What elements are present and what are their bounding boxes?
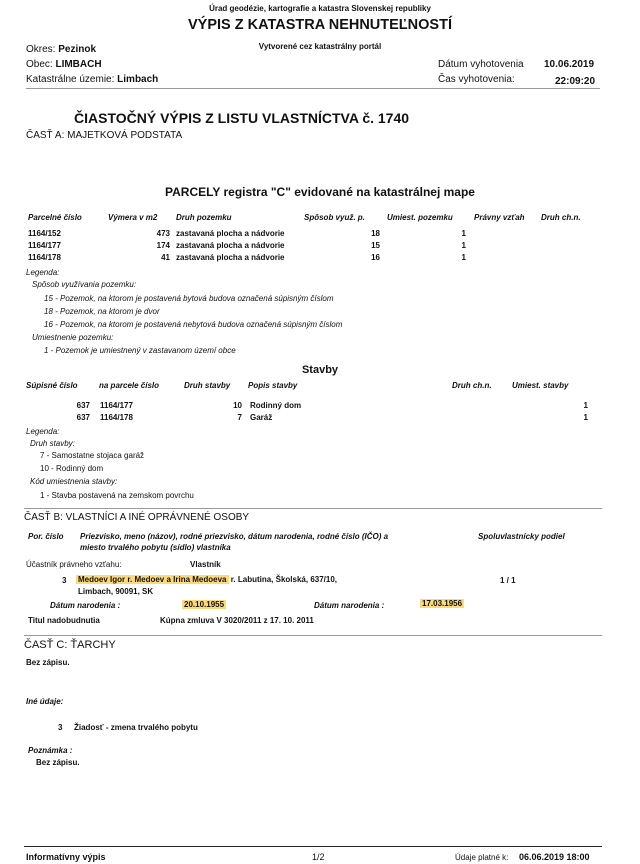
col-land-type: Druh pozemku xyxy=(176,213,232,222)
parcel-2-loc: 1 xyxy=(461,241,466,250)
footer-page: 1/2 xyxy=(312,852,325,862)
col-ch-n: Druh ch.n. xyxy=(541,213,581,222)
building-2-number: 637 xyxy=(76,413,90,422)
col-parcel-number: Parcelné číslo xyxy=(28,213,82,222)
col-legal: Právny vzťah xyxy=(474,213,525,222)
col-on-parcel: na parcele číslo xyxy=(99,381,160,390)
parcel-2-number: 1164/177 xyxy=(28,241,61,250)
office-name: Úrad geodézie, kartografie a katastra Slovenskej republiky xyxy=(209,4,431,13)
parcel-1-loc: 1 xyxy=(461,229,466,238)
footer-divider xyxy=(24,846,602,847)
legend-type-item: 7 - Samostatne stojaca garáž xyxy=(40,451,145,460)
titul-label: Titul nadobudnutia xyxy=(28,616,100,625)
col-area: Výmera v m2 xyxy=(108,213,158,222)
part-c-divider xyxy=(24,635,602,636)
buildings-legend-title: Legenda: xyxy=(26,427,60,436)
time-value: 22:09:20 xyxy=(555,76,596,87)
legend-type-item: 10 - Rodinný dom xyxy=(40,464,104,473)
legend-use-item: 18 - Pozemok, na ktorom je dvor xyxy=(44,307,160,316)
building-1-desc: Rodinný dom xyxy=(250,401,302,410)
building-2-desc: Garáž xyxy=(250,413,273,422)
building-1-parcel: 1164/177 xyxy=(100,401,133,410)
titul-value: Kúpna zmluva V 3020/2011 z 17. 10. 2011 xyxy=(160,616,314,625)
col-por-cislo: Por. číslo xyxy=(28,532,64,541)
dob-value-2: 17.03.1956 xyxy=(422,599,463,608)
col-building-loc: Umiest. stavby xyxy=(512,381,569,390)
parcel-1-type: zastavaná plocha a nádvorie xyxy=(176,229,285,238)
legend-loc-title: Umiestnenie pozemku: xyxy=(32,333,114,342)
legend-loc-item: 1 - Pozemok je umiestnený v zastavanom území obce xyxy=(44,346,236,355)
part-b-heading: ČASŤ B: VLASTNÍCI A INÉ OPRÁVNENÉ OSOBY xyxy=(24,512,250,523)
part-b-divider xyxy=(24,508,602,509)
parcel-3-use: 16 xyxy=(371,253,380,262)
col-location: Umiest. pozemku xyxy=(387,213,453,222)
time-label: Čas vyhotovenia: xyxy=(438,74,515,85)
ucastnik-label: Účastník právneho vzťahu: xyxy=(26,560,122,569)
parcel-1-number: 1164/152 xyxy=(28,229,61,238)
owner-share: 1 / 1 xyxy=(500,576,516,585)
dob-label-1: Dátum narodenia : xyxy=(50,601,121,610)
document-title: VÝPIS Z KATASTRA NEHNUTEĽNOSTÍ xyxy=(188,17,452,33)
building-2-parcel: 1164/178 xyxy=(100,413,133,422)
other-data-label: Iné údaje: xyxy=(26,697,64,706)
col-owner-desc-2: miesto trvalého pobytu (sídlo) vlastníka xyxy=(80,543,231,552)
parcel-2-area: 174 xyxy=(156,241,170,250)
obec-row: Obec: LIMBACH xyxy=(26,59,102,70)
parcel-1-use: 18 xyxy=(371,229,380,238)
legend-use-item: 15 - Pozemok, na ktorom je postavená bytová budova označená súpisným číslom xyxy=(44,294,334,303)
owner-name: Medoev Igor r. Medoev a Irina Medoeva xyxy=(78,575,227,584)
header-divider xyxy=(26,88,600,89)
col-use: Spôsob využ. p. xyxy=(304,213,365,222)
col-owner-desc-1: Priezvisko, meno (názov), rodné priezvisko, dátum narodenia, rodné číslo (IČO) a xyxy=(80,532,389,541)
legend-bloc-title: Kód umiestnenia stavby: xyxy=(30,477,118,486)
buildings-heading: Stavby xyxy=(301,364,339,376)
ucastnik-value: Vlastník xyxy=(190,560,221,569)
parcel-2-use: 15 xyxy=(371,241,380,250)
col-house-number: Súpisné číslo xyxy=(26,381,78,390)
date-value: 10.06.2019 xyxy=(544,59,595,70)
ku-row: Katastrálne územie: Limbach xyxy=(26,74,159,85)
parcel-3-type: zastavaná plocha a nádvorie xyxy=(176,253,285,262)
other-text: Žiadosť - zmena trvalého pobytu xyxy=(74,723,198,732)
owner-address-1: r. Labutina, Školská, 637/10, xyxy=(230,575,338,584)
building-1-type: 10 xyxy=(233,401,242,410)
parcels-heading: PARCELY registra "C" evidované na katastrálnej mape xyxy=(165,185,475,199)
legend-use-title: Spôsob využívania pozemku: xyxy=(32,280,137,289)
owner-line-1 xyxy=(76,575,337,584)
legend-bloc-item: 1 - Stavba postavená na zemskom povrchu xyxy=(40,491,194,500)
parcel-3-number: 1164/178 xyxy=(28,253,61,262)
legend-use-item: 16 - Pozemok, na ktorom je postavená nebytová budova označená súpisným číslom xyxy=(44,320,343,329)
dob-label-2: Dátum narodenia : xyxy=(314,601,385,610)
legend-type-title: Druh stavby: xyxy=(30,439,75,448)
col-building-ch-n: Druh ch.n. xyxy=(452,381,492,390)
document-subtitle: Vytvorené cez katastrálny portál xyxy=(258,42,382,51)
building-2-type: 7 xyxy=(237,413,242,422)
footer-valid-label: Údaje platné k: xyxy=(455,853,509,862)
building-1-number: 637 xyxy=(76,401,90,410)
footer-valid-value: 06.06.2019 18:00 xyxy=(519,852,590,862)
footer-left: Informatívny výpis xyxy=(26,852,106,862)
parcel-3-area: 41 xyxy=(161,253,170,262)
note-value: Bez zápisu. xyxy=(36,758,80,767)
parcels-legend-title: Legenda: xyxy=(26,268,60,277)
note-label: Poznámka : xyxy=(28,746,73,755)
part-a-heading: ČASŤ A: MAJETKOVÁ PODSTATA xyxy=(26,130,183,141)
okres-row: Okres: Pezinok xyxy=(26,44,97,55)
other-number: 3 xyxy=(58,723,63,732)
parcel-3-loc: 1 xyxy=(461,253,466,262)
date-label: Dátum vyhotovenia xyxy=(438,59,524,70)
parcel-1-area: 473 xyxy=(156,229,170,238)
owner-address-2: Limbach, 90091, SK xyxy=(78,587,154,596)
col-building-type: Druh stavby xyxy=(184,381,231,390)
part-c-heading: ČASŤ C: ŤARCHY xyxy=(24,639,116,651)
building-1-loc: 1 xyxy=(583,401,588,410)
parcel-2-type: zastavaná plocha a nádvorie xyxy=(176,241,285,250)
lv-title: ČIASTOČNÝ VÝPIS Z LISTU VLASTNÍCTVA č. 1740 xyxy=(74,110,410,126)
part-c-none: Bez zápisu. xyxy=(26,658,70,667)
col-building-desc: Popis stavby xyxy=(248,381,298,390)
building-2-loc: 1 xyxy=(583,413,588,422)
owner-number: 3 xyxy=(62,576,67,585)
col-share: Spoluvlastnícky podiel xyxy=(478,532,565,541)
dob-value-1: 20.10.1955 xyxy=(184,600,225,609)
